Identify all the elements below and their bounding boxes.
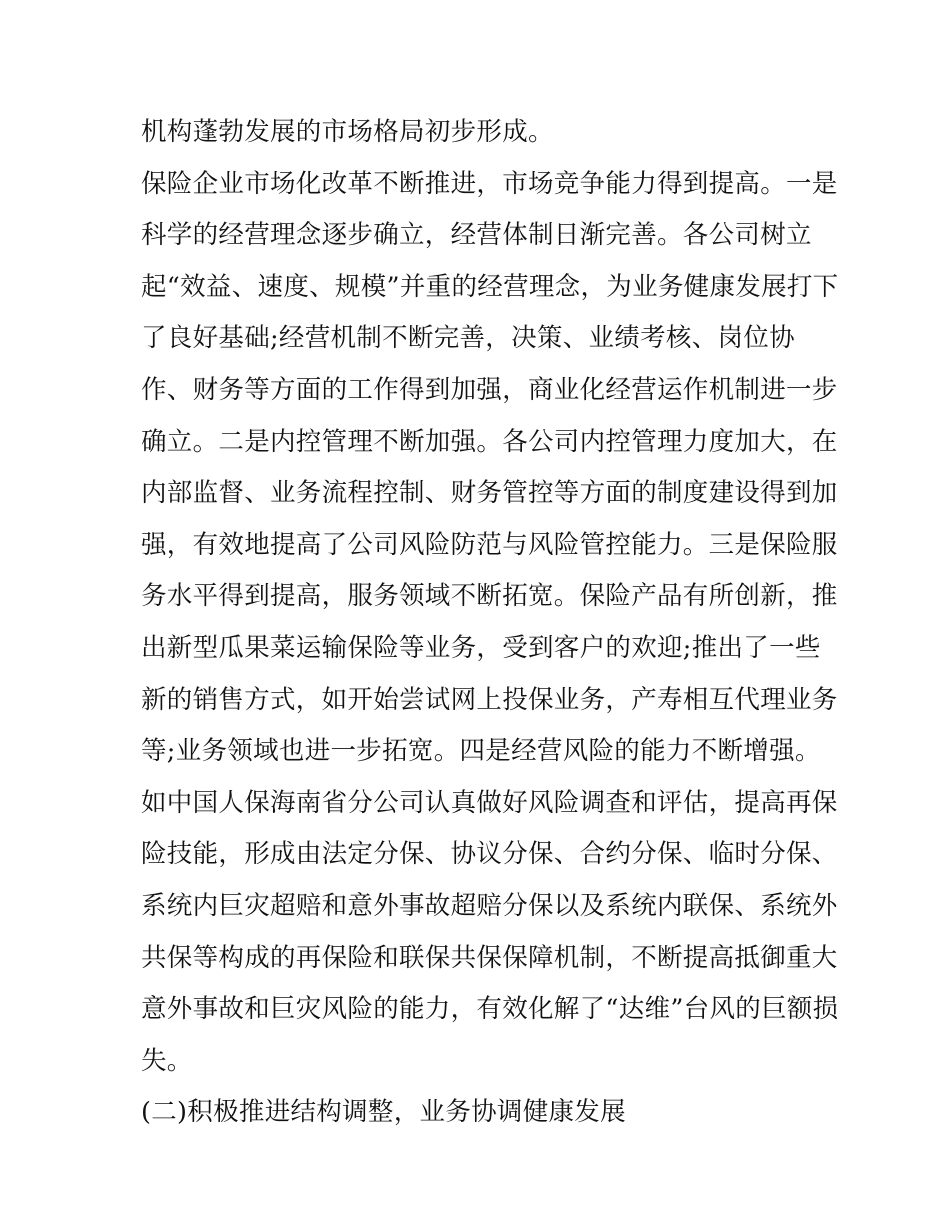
section-heading: (二)积极推进结构调整，业务协调健康发展	[141, 1097, 626, 1128]
text-line: 等;业务领域也进一步拓宽。四是经营风险的能力不断增强。	[141, 736, 821, 767]
text-line: 强，有效地提高了公司风险防范与风险管控能力。三是保险服	[141, 529, 838, 560]
text-line: 新的销售方式，如开始尝试网上投保业务，产寿相互代理业务	[141, 684, 838, 715]
text-line: 保险企业市场化改革不断推进，市场竞争能力得到提高。一是	[141, 168, 838, 199]
body-text	[141, 107, 839, 1139]
text-line: 内部监督、业务流程控制、财务管控等方面的制度建设得到加	[141, 478, 838, 509]
text-line: 共保等构成的再保险和联保共保保障机制，不断提高抵御重大	[141, 942, 838, 973]
text-line: 失。	[141, 1045, 193, 1076]
text-line: 机构蓬勃发展的市场格局初步形成。	[141, 117, 554, 147]
text-line: 系统内巨灾超赔和意外事故超赔分保以及系统内联保、系统外	[141, 890, 838, 921]
text-line: 科学的经营理念逐步确立，经营体制日渐完善。各公司树立	[141, 220, 812, 251]
text-line: 意外事故和巨灾风险的能力，有效化解了“达维”台风的巨额损	[141, 994, 839, 1025]
text-line: 务水平得到提高，服务领域不断拓宽。保险产品有所创新，推	[141, 581, 838, 612]
text-line: 起“效益、速度、规模”并重的经营理念，为业务健康发展打下	[141, 271, 839, 302]
text-line: 险技能，形成由法定分保、协议分保、合约分保、临时分保、	[141, 839, 838, 870]
text-line: 如中国人保海南省分公司认真做好风险调查和评估，提高再保	[141, 787, 838, 818]
text-line: 作、财务等方面的工作得到加强，商业化经营运作机制进一步	[141, 374, 838, 405]
text-line: 确立。二是内控管理不断加强。各公司内控管理力度加大，在	[141, 426, 838, 457]
text-line: 了良好基础;经营机制不断完善，决策、业绩考核、岗位协	[141, 323, 795, 354]
text-line: 出新型瓜果菜运输保险等业务，受到客户的欢迎;推出了一些	[141, 632, 821, 663]
